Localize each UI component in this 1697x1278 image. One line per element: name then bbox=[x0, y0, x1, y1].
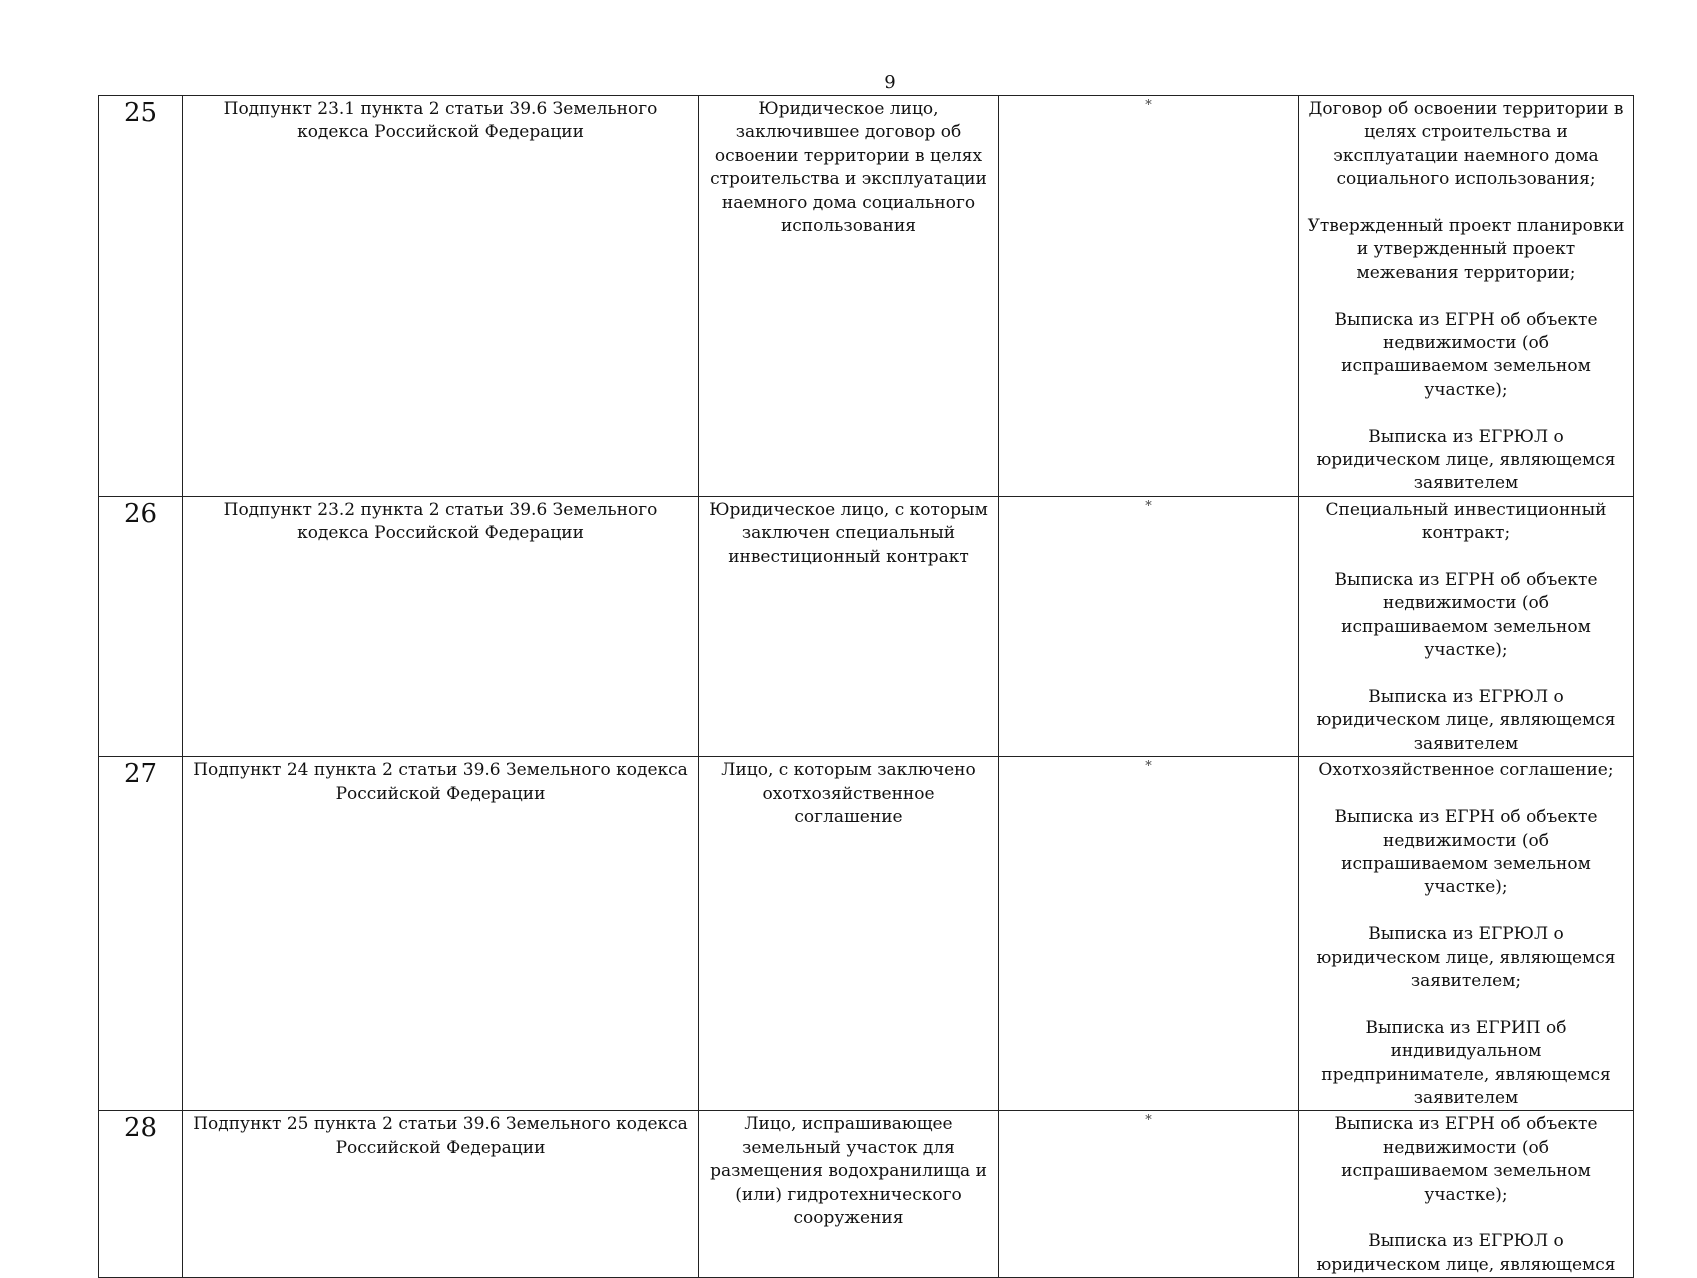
services-table bbox=[98, 95, 1634, 1278]
conditions-marker: * bbox=[999, 496, 1299, 756]
conditions-marker: * bbox=[999, 96, 1299, 497]
applicant-category: Юридическое лицо, заключившее договор об освоении территории в целях строительства и эксплуатации наемного дома социального использования bbox=[699, 96, 999, 497]
table-row bbox=[99, 96, 1634, 497]
document-item: Выписка из ЕГРН об объекте недвижимости (об испрашиваемом земельном участке); bbox=[1334, 1114, 1598, 1205]
row-number: 28 bbox=[99, 1111, 183, 1278]
document-item: Выписка из ЕГРЮЛ о юридическом лице, являющемся заявителем; bbox=[1316, 924, 1616, 991]
required-documents bbox=[1299, 496, 1634, 756]
legal-basis: Подпункт 23.2 пункта 2 статьи 39.6 Земельного кодекса Российской Федерации bbox=[183, 496, 699, 756]
document-item: Утвержденный проект планировки и утвержденный проект межевания территории; bbox=[1307, 216, 1625, 283]
legal-basis: Подпункт 24 пункта 2 статьи 39.6 Земельного кодекса Российской Федерации bbox=[183, 757, 699, 1111]
document-item: Специальный инвестиционный контракт; bbox=[1325, 499, 1607, 544]
table-row bbox=[99, 1111, 1634, 1278]
document-item: Выписка из ЕГРЮЛ о юридическом лице, являющемся заявителем bbox=[1316, 687, 1616, 754]
document-item: Договор об освоении территории в целях строительства и эксплуатации наемного дома социального использования; bbox=[1308, 99, 1624, 190]
document-item: Охотхозяйственное соглашение; bbox=[1318, 760, 1614, 781]
applicant-category: Юридическое лицо, с которым заключен специальный инвестиционный контракт bbox=[699, 496, 999, 756]
applicant-category: Лицо, с которым заключено охотхозяйственное соглашение bbox=[699, 757, 999, 1111]
conditions-marker: * bbox=[999, 757, 1299, 1111]
document-item: Выписка из ЕГРЮЛ о юридическом лице, являющемся bbox=[1316, 1231, 1616, 1275]
table-row bbox=[99, 757, 1634, 1111]
row-number: 25 bbox=[99, 96, 183, 497]
page-number: 9 bbox=[884, 72, 896, 93]
row-number: 27 bbox=[99, 757, 183, 1111]
document-item: Выписка из ЕГРН об объекте недвижимости (об испрашиваемом земельном участке); bbox=[1334, 570, 1598, 661]
document-item: Выписка из ЕГРН об объекте недвижимости (об испрашиваемом земельном участке); bbox=[1334, 309, 1598, 400]
document-item: Выписка из ЕГРИП об индивидуальном предпринимателе, являющемся заявителем bbox=[1321, 1017, 1611, 1108]
row-number: 26 bbox=[99, 496, 183, 756]
conditions-marker: * bbox=[999, 1111, 1299, 1278]
applicant-category: Лицо, испрашивающее земельный участок для размещения водохранилища и (или) гидротехнического сооружения bbox=[699, 1111, 999, 1278]
required-documents bbox=[1299, 1111, 1634, 1278]
table-row bbox=[99, 496, 1634, 756]
document-item: Выписка из ЕГРН об объекте недвижимости (об испрашиваемом земельном участке); bbox=[1334, 807, 1598, 898]
required-documents bbox=[1299, 96, 1634, 497]
legal-basis: Подпункт 23.1 пункта 2 статьи 39.6 Земельного кодекса Российской Федерации bbox=[183, 96, 699, 497]
document-item: Выписка из ЕГРЮЛ о юридическом лице, являющемся заявителем bbox=[1316, 426, 1616, 494]
legal-basis: Подпункт 25 пункта 2 статьи 39.6 Земельного кодекса Российской Федерации bbox=[183, 1111, 699, 1278]
required-documents bbox=[1299, 757, 1634, 1111]
